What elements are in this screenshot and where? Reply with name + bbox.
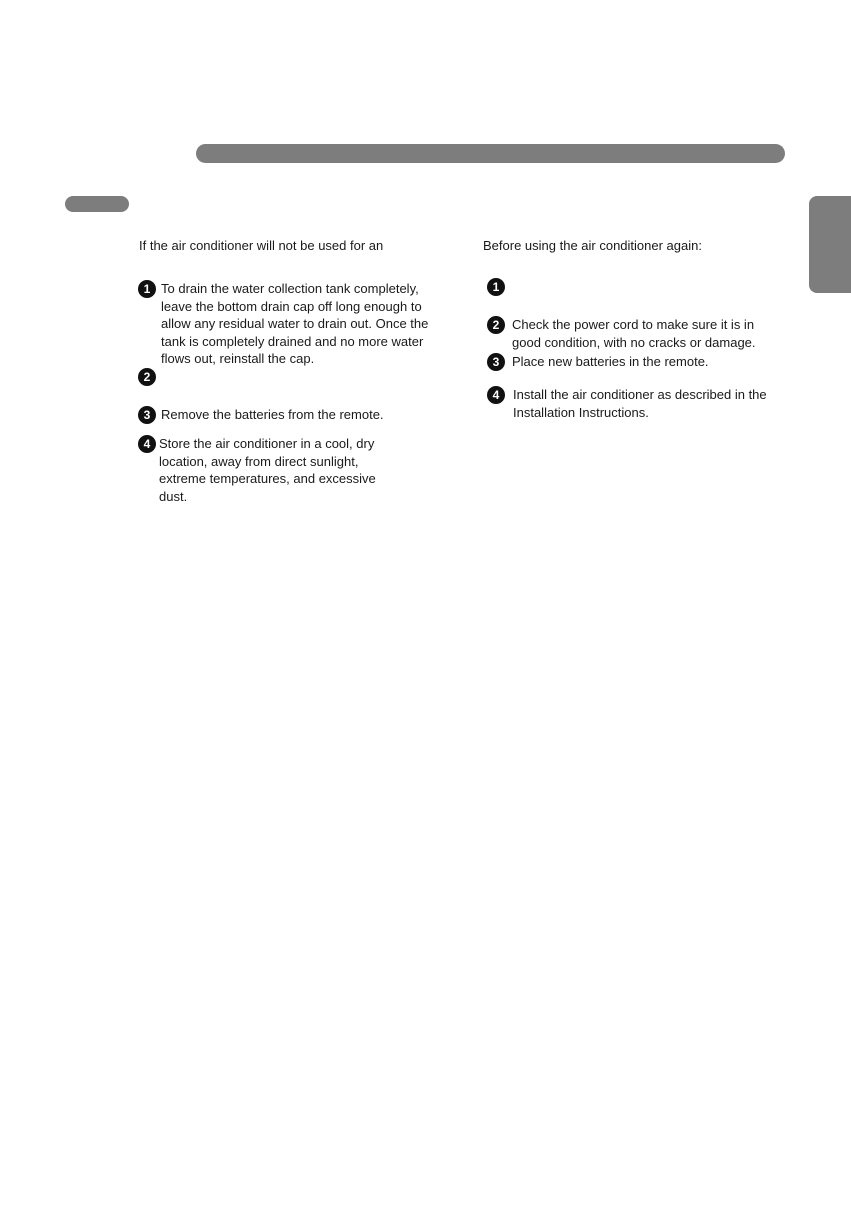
step-text: Place new batteries in the remote.: [512, 354, 709, 369]
right-intro: Before using the air conditioner again:: [483, 238, 702, 253]
section-pill: [65, 196, 129, 212]
step-text: Remove the batteries from the remote.: [161, 407, 384, 422]
step-number-badge: 1: [138, 280, 156, 298]
step-number-badge: 1: [487, 278, 505, 296]
step-text: Install the air conditioner as described in the Installation Instructions.: [513, 387, 767, 420]
step-number-badge: 4: [138, 435, 156, 453]
step-text: To drain the water collection tank completely, leave the bottom drain cap off long enough to allow any residual water to drain out. Once the tank is completely drained and no more water flows out, reinstall the cap.: [161, 281, 429, 366]
side-tab: [809, 196, 851, 293]
step-number-badge: 3: [487, 353, 505, 371]
left-intro: If the air conditioner will not be used for an: [139, 238, 384, 253]
step-number-badge: 2: [487, 316, 505, 334]
step-number-badge: 3: [138, 406, 156, 424]
step-text: Check the power cord to make sure it is in good condition, with no cracks or damage.: [512, 317, 756, 350]
header-bar: [196, 144, 785, 163]
step-number-badge: 4: [487, 386, 505, 404]
step-number-badge: 2: [138, 368, 156, 386]
step-text: Store the air conditioner in a cool, dry location, away from direct sunlight, extreme temperatures, and excessive dust.: [159, 436, 376, 504]
